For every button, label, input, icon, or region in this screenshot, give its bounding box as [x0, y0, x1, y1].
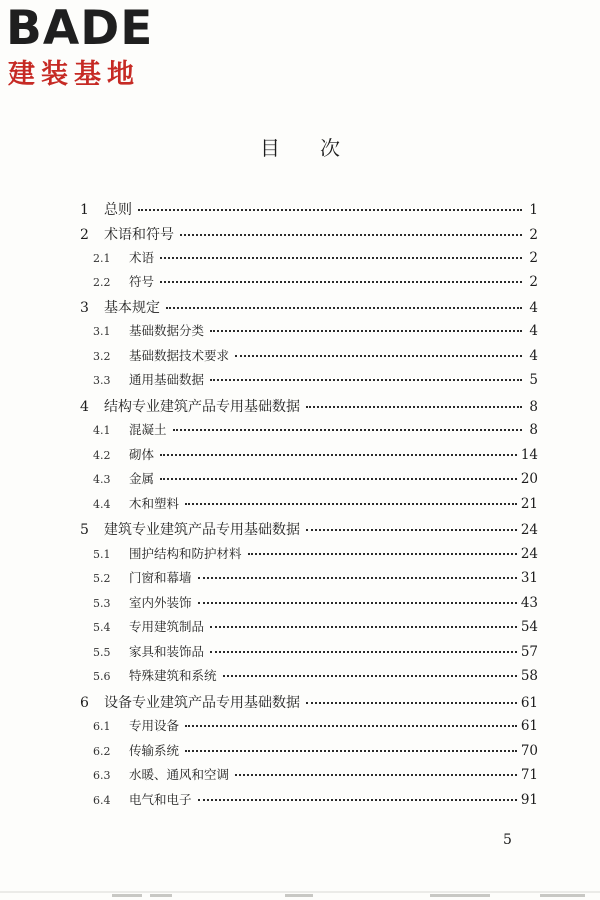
toc-entry-page: 14	[520, 447, 538, 463]
dot-leader	[223, 675, 517, 677]
scan-mark	[150, 894, 172, 897]
toc-entry-number: 6.4	[93, 794, 111, 807]
toc-entry-page: 43	[520, 595, 538, 611]
toc-entry-title: 基本规定	[104, 300, 160, 316]
toc-entry[interactable]	[80, 519, 538, 541]
toc-entry-number: 4.4	[93, 498, 111, 511]
toc-entry-page: 2	[529, 274, 538, 290]
toc-entry-page: 24	[520, 546, 538, 562]
page-title: 目次	[260, 136, 380, 160]
toc-entry-title: 总则	[104, 202, 132, 218]
toc-entry[interactable]	[93, 544, 538, 566]
dot-leader	[306, 406, 522, 408]
toc-entry-page: 4	[529, 323, 538, 339]
toc-entry[interactable]	[93, 593, 538, 615]
dot-leader	[180, 234, 522, 236]
toc-entry[interactable]	[80, 692, 538, 714]
toc-entry-number: 6	[80, 695, 89, 711]
scan-mark	[285, 894, 313, 897]
dot-leader	[166, 307, 522, 309]
toc-entry[interactable]	[93, 765, 538, 787]
dot-leader	[235, 774, 517, 776]
dot-leader	[160, 454, 517, 456]
dot-leader	[198, 577, 517, 579]
toc-entry-page: 91	[520, 792, 538, 808]
toc-entry-page: 58	[520, 668, 538, 684]
toc-entry[interactable]	[93, 642, 538, 664]
dot-leader	[198, 799, 517, 801]
toc-entry-title: 基础数据分类	[129, 323, 205, 338]
logo-wordmark: BADE	[6, 1, 154, 56]
dot-leader	[210, 379, 522, 381]
scan-mark	[112, 894, 142, 897]
toc-entry-title: 特殊建筑和系统	[129, 668, 217, 683]
toc-entry-page: 21	[520, 496, 538, 512]
toc-entry-number: 3.3	[93, 374, 111, 387]
toc-entry-title: 基础数据技术要求	[129, 348, 230, 363]
dot-leader	[160, 478, 517, 480]
toc-entry-page: 61	[520, 695, 538, 711]
toc-entry[interactable]	[93, 494, 538, 516]
scan-edge-marks	[0, 884, 600, 900]
dot-leader	[306, 529, 517, 531]
toc-entry-title: 电气和电子	[129, 792, 192, 807]
toc-entry-number: 6.2	[93, 745, 111, 758]
toc-entry[interactable]	[93, 346, 538, 368]
toc-entry-number: 3.1	[93, 325, 111, 338]
dot-leader	[173, 429, 522, 431]
toc-entry[interactable]	[93, 568, 538, 590]
toc-entry[interactable]	[93, 272, 538, 294]
toc-entry-page: 4	[529, 348, 538, 364]
toc-entry-page: 5	[529, 372, 538, 388]
toc-entry[interactable]	[93, 248, 538, 270]
page-number: 5	[503, 832, 512, 848]
toc-entry-page: 70	[520, 743, 538, 759]
scan-mark	[540, 894, 585, 897]
toc-entry-number: 6.3	[93, 769, 111, 782]
toc-entry-title: 金属	[129, 471, 155, 486]
toc-entry-title: 家具和装饰品	[129, 644, 205, 659]
toc-entry-number: 1	[80, 202, 89, 218]
toc-entry-page: 61	[520, 718, 538, 734]
toc-entry-page: 20	[520, 471, 538, 487]
toc-entry-title: 室内外装饰	[129, 595, 192, 610]
toc-entry-page: 54	[520, 619, 538, 635]
toc-entry-title: 门窗和幕墙	[129, 570, 192, 585]
toc-entry-title: 专用设备	[129, 718, 180, 733]
toc-entry-title: 专用建筑制品	[129, 619, 205, 634]
dot-leader	[210, 330, 522, 332]
toc-entry-page: 24	[520, 522, 538, 538]
toc-entry-number: 5.2	[93, 572, 111, 585]
dot-leader	[185, 750, 517, 752]
toc-entry-title: 围护结构和防护材料	[129, 546, 242, 561]
toc-entry-page: 2	[529, 227, 538, 243]
toc-entry-title: 术语和符号	[104, 227, 174, 243]
logo	[6, 2, 176, 94]
toc-entry-page: 31	[520, 570, 538, 586]
toc-entry-title: 木和塑料	[129, 496, 180, 511]
logo-subtitle: 建装基地	[8, 59, 140, 90]
toc-entry-number: 2	[80, 227, 89, 243]
toc-entry-page: 8	[529, 422, 538, 438]
dot-leader	[160, 281, 522, 283]
toc-entry-number: 5.6	[93, 670, 111, 683]
dot-leader	[185, 503, 517, 505]
toc-entry-title: 砌体	[129, 447, 155, 462]
toc-entry-title: 术语	[129, 250, 155, 265]
toc-entry-number: 4.2	[93, 449, 111, 462]
scan-mark	[430, 894, 490, 897]
dot-leader	[210, 651, 517, 653]
toc-entry-number: 5.3	[93, 597, 111, 610]
toc-entry[interactable]	[93, 321, 538, 343]
toc-entry-title: 符号	[129, 274, 155, 289]
toc-entry-title: 建筑专业建筑产品专用基础数据	[104, 522, 300, 538]
dot-leader	[210, 626, 517, 628]
toc-entry-number: 5.4	[93, 621, 111, 634]
toc-entry[interactable]	[80, 199, 538, 221]
toc-entry[interactable]	[93, 716, 538, 738]
toc-entry-title: 设备专业建筑产品专用基础数据	[104, 695, 300, 711]
toc-entry[interactable]	[80, 396, 538, 418]
dot-leader	[306, 702, 517, 704]
toc-entry-number: 4.3	[93, 473, 111, 486]
dot-leader	[185, 725, 517, 727]
toc-entry[interactable]	[93, 666, 538, 688]
toc-entry[interactable]	[93, 790, 538, 812]
toc-entry-number: 5	[80, 522, 89, 538]
toc-entry-title: 混凝土	[129, 422, 167, 437]
dot-leader	[160, 257, 522, 259]
toc-entry-number: 2.2	[93, 276, 111, 289]
toc-entry-title: 结构专业建筑产品专用基础数据	[104, 399, 300, 415]
toc-entry[interactable]	[93, 370, 538, 392]
dot-leader	[248, 553, 517, 555]
toc-entry-page: 2	[529, 250, 538, 266]
dot-leader	[235, 355, 522, 357]
dot-leader	[198, 602, 517, 604]
toc-entry-page: 57	[520, 644, 538, 660]
dot-leader	[138, 209, 522, 211]
toc-entry-number: 5.1	[93, 548, 111, 561]
toc-entry[interactable]	[93, 741, 538, 763]
toc-entry-title: 通用基础数据	[129, 372, 205, 387]
toc-entry-page: 8	[529, 399, 538, 415]
toc-entry-page: 1	[529, 202, 538, 218]
toc-entry-number: 5.5	[93, 646, 111, 659]
toc-entry-number: 4.1	[93, 424, 111, 437]
toc-entry-number: 6.1	[93, 720, 111, 733]
toc-entry[interactable]	[80, 224, 538, 246]
toc-entry-page: 71	[520, 767, 538, 783]
toc-entry[interactable]	[93, 445, 538, 467]
toc-entry-title: 传输系统	[129, 743, 180, 758]
toc-entry[interactable]	[93, 469, 538, 491]
toc-entry[interactable]	[93, 617, 538, 639]
toc-entry-number: 4	[80, 399, 89, 415]
toc-entry-number: 2.1	[93, 252, 111, 265]
toc-entry-page: 4	[529, 300, 538, 316]
toc-entry-number: 3.2	[93, 350, 111, 363]
toc-entry[interactable]	[80, 297, 538, 319]
toc-entry-number: 3	[80, 300, 89, 316]
toc-entry-title: 水暖、通风和空调	[129, 767, 230, 782]
toc-entry[interactable]	[93, 420, 538, 442]
